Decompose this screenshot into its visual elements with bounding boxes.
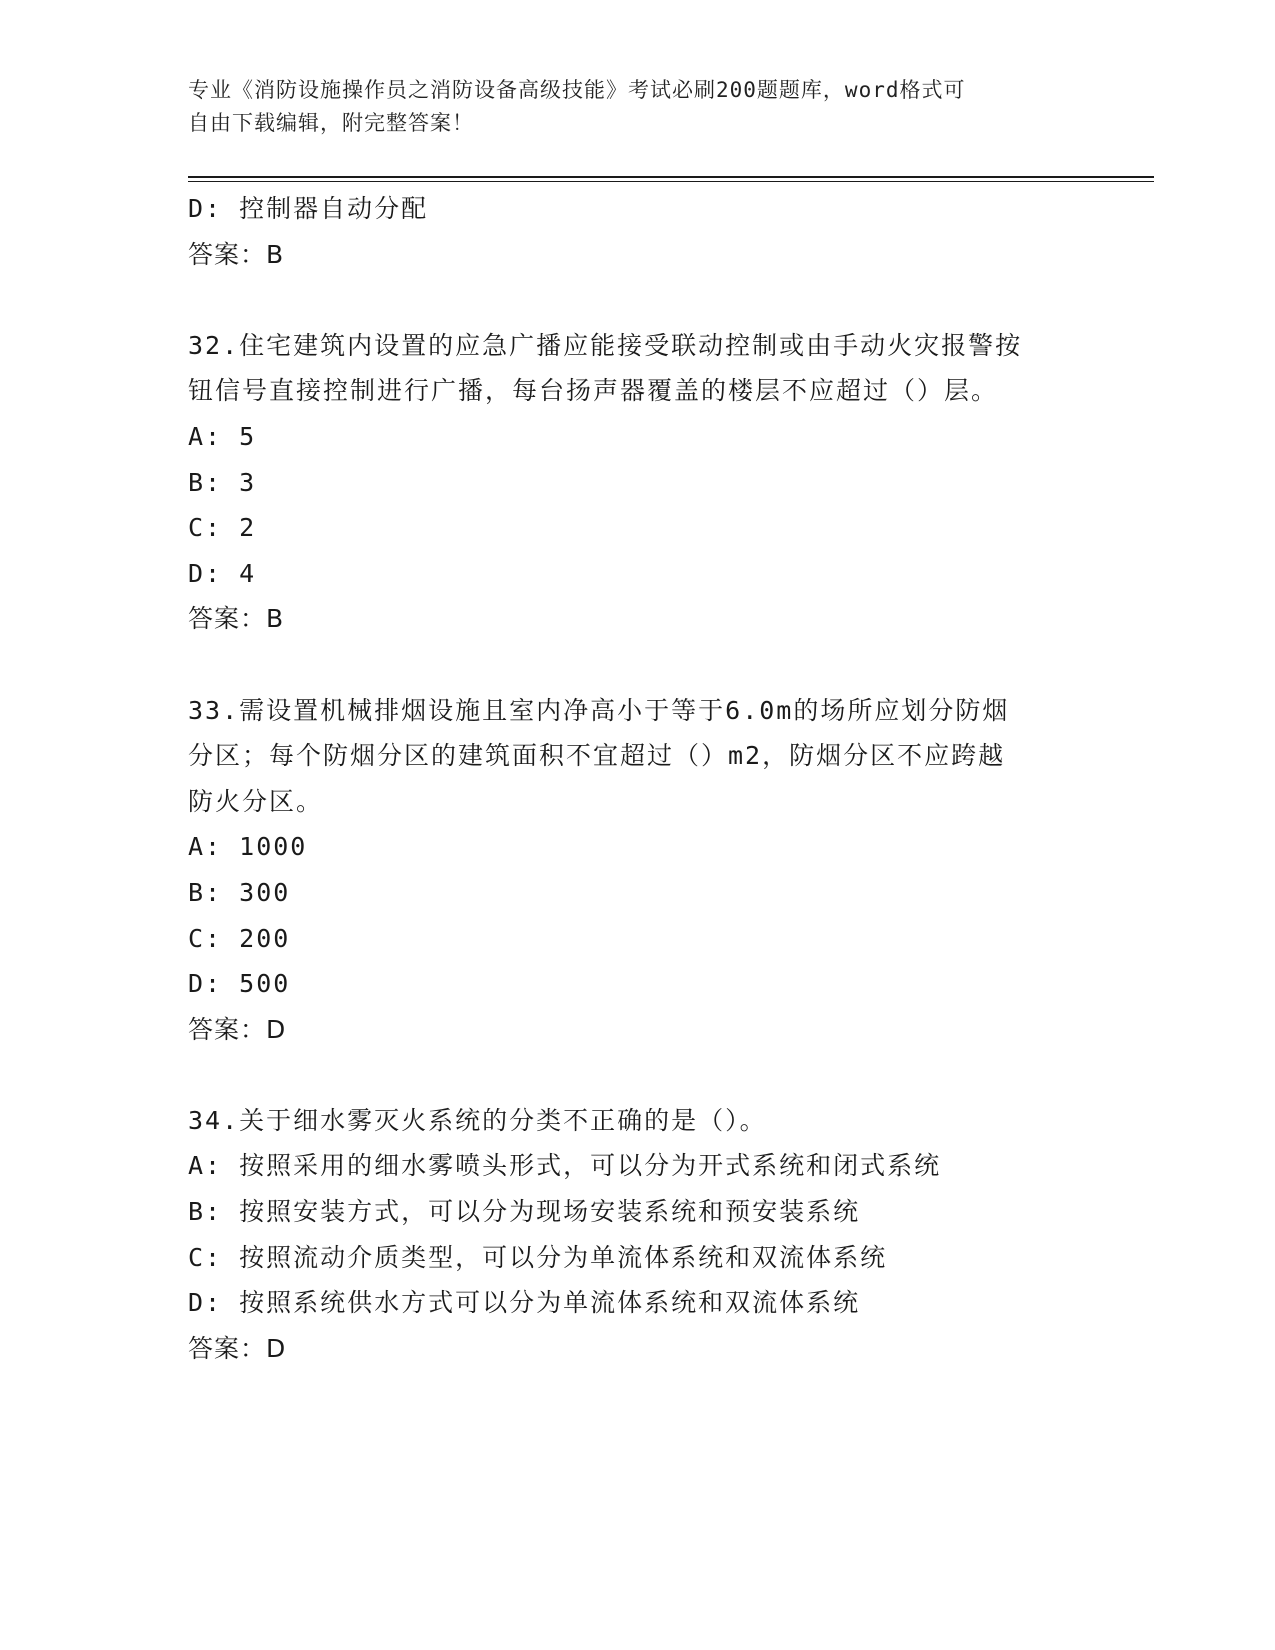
prev-option-d: D: 控制器自动分配 bbox=[188, 194, 429, 223]
option-b: B: 按照安装方式，可以分为现场安装系统和预安装系统 bbox=[188, 1197, 861, 1227]
header-rule-thin bbox=[188, 181, 1154, 182]
question-stem-line: 34.关于细水雾灭火系统的分类不正确的是（）。 bbox=[188, 1105, 767, 1135]
spacer bbox=[188, 277, 1088, 323]
option-b: B: 300 bbox=[188, 877, 291, 907]
question-stem-line: 分区；每个防烟分区的建筑面积不宜超过（）m2，防烟分区不应跨越 bbox=[188, 741, 1006, 771]
header-line-2: 自由下载编辑，附完整答案！ bbox=[188, 111, 474, 135]
answer: 答案：D bbox=[188, 1333, 287, 1363]
option-c: C: 200 bbox=[188, 923, 291, 953]
question-34 bbox=[188, 1098, 1088, 1372]
option-a: A: 按照采用的细水雾喷头形式，可以分为开式系统和闭式系统 bbox=[188, 1151, 942, 1181]
header-line-1: 专业《消防设施操作员之消防设备高级技能》考试必刷200题题库，word格式可 bbox=[188, 78, 966, 102]
option-b: B: 3 bbox=[188, 467, 257, 497]
question-stem-line: 防火分区。 bbox=[188, 786, 324, 816]
question-32 bbox=[188, 323, 1088, 642]
question-33 bbox=[188, 688, 1088, 1053]
header-rule-thick bbox=[188, 176, 1154, 178]
option-a: A: 5 bbox=[188, 421, 257, 451]
document-body bbox=[188, 186, 1088, 1371]
option-d: D: 500 bbox=[188, 969, 291, 999]
question-stem-line: 钮信号直接控制进行广播，每台扬声器覆盖的楼层不应超过（）层。 bbox=[188, 376, 999, 406]
prev-answer: 答案：B bbox=[188, 239, 285, 269]
option-d: D: 按照系统供水方式可以分为单流体系统和双流体系统 bbox=[188, 1288, 861, 1318]
option-c: C: 2 bbox=[188, 513, 257, 543]
question-stem-line: 32.住宅建筑内设置的应急广播应能接受联动控制或由手动火灾报警按 bbox=[188, 330, 1023, 360]
option-c: C: 按照流动介质类型，可以分为单流体系统和双流体系统 bbox=[188, 1242, 888, 1272]
question-stem-line: 33.需设置机械排烟设施且室内净高小于等于6.0m的场所应划分防烟 bbox=[188, 695, 1010, 725]
option-a: A: 1000 bbox=[188, 832, 308, 862]
option-d: D: 4 bbox=[188, 558, 257, 588]
answer: 答案：B bbox=[188, 604, 285, 634]
page-header bbox=[188, 74, 1088, 140]
answer: 答案：D bbox=[188, 1014, 287, 1044]
spacer bbox=[188, 642, 1088, 688]
spacer bbox=[188, 1052, 1088, 1098]
